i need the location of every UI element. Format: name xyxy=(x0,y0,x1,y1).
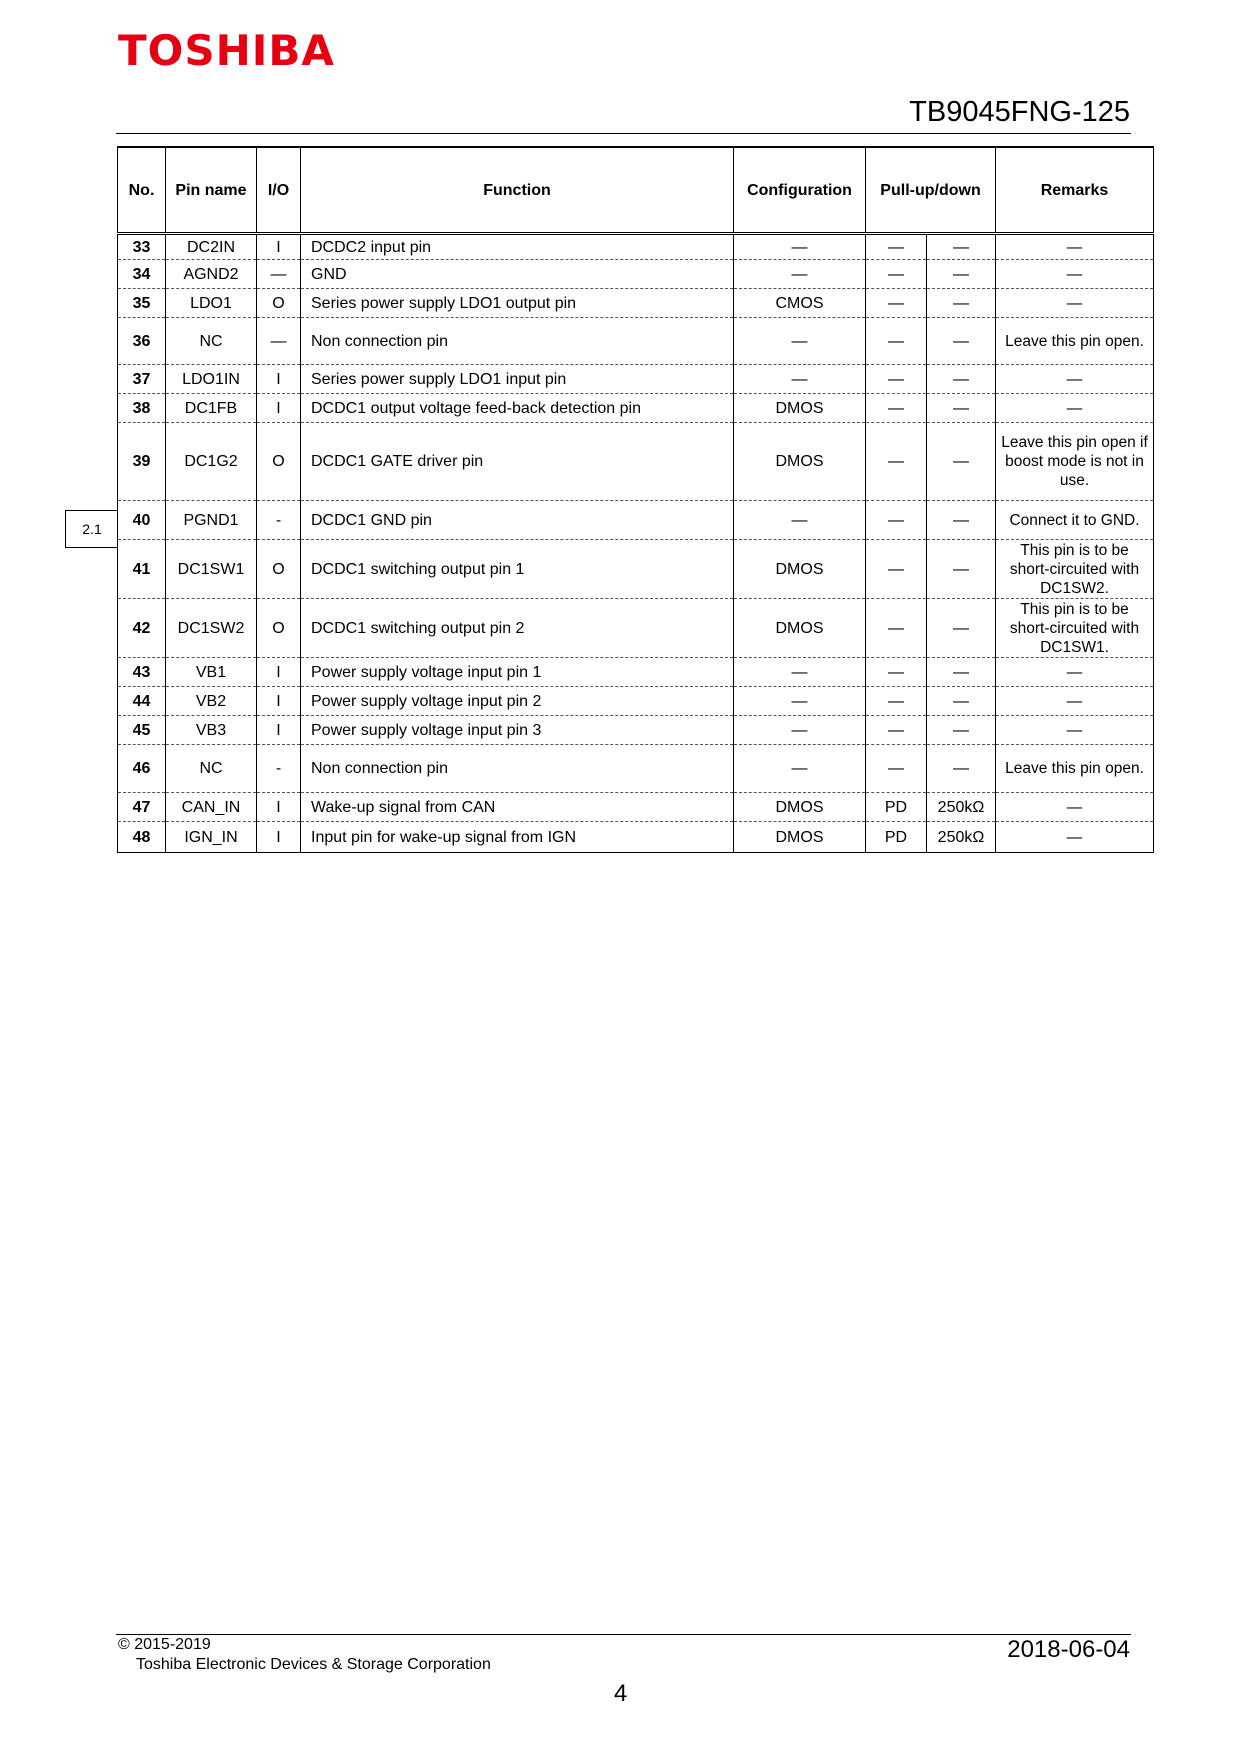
footer-divider xyxy=(116,1634,1131,1635)
pin-pull-type: — xyxy=(866,501,927,540)
pin-number: 42 xyxy=(118,599,166,658)
company-name: Toshiba Electronic Devices & Storage Corporation xyxy=(136,1656,491,1673)
pin-name: VB2 xyxy=(166,687,257,716)
pin-configuration: DMOS xyxy=(734,423,866,501)
pin-pull-type: — xyxy=(866,318,927,365)
pin-configuration: DMOS xyxy=(734,599,866,658)
pin-io: I xyxy=(257,716,301,745)
pin-configuration: — xyxy=(734,234,866,260)
pin-remarks: Connect it to GND. xyxy=(996,501,1154,540)
pin-function: Input pin for wake-up signal from IGN xyxy=(301,822,734,853)
pin-number: 45 xyxy=(118,716,166,745)
pin-pull-value: — xyxy=(927,289,996,318)
header-divider xyxy=(116,133,1131,134)
table-row xyxy=(118,318,1154,365)
pin-io: I xyxy=(257,687,301,716)
toshiba-logo: TOSHIBA xyxy=(118,26,335,75)
pin-io: O xyxy=(257,423,301,501)
pin-configuration: — xyxy=(734,501,866,540)
pin-pull-value: — xyxy=(927,745,996,793)
pin-pull-value: — xyxy=(927,318,996,365)
pin-pull-type: — xyxy=(866,365,927,394)
pin-io: O xyxy=(257,540,301,599)
pin-function-table xyxy=(117,146,1154,853)
pin-pull-type: — xyxy=(866,394,927,423)
pin-io: O xyxy=(257,599,301,658)
pin-configuration: — xyxy=(734,687,866,716)
pin-configuration: DMOS xyxy=(734,793,866,822)
pin-configuration: DMOS xyxy=(734,394,866,423)
table-row xyxy=(118,599,1154,658)
pin-name: NC xyxy=(166,318,257,365)
table-row xyxy=(118,716,1154,745)
pin-name: DC1SW2 xyxy=(166,599,257,658)
pin-pull-value: — xyxy=(927,658,996,687)
table-row xyxy=(118,540,1154,599)
pin-configuration: — xyxy=(734,365,866,394)
pin-pull-value: — xyxy=(927,365,996,394)
pin-name: LDO1 xyxy=(166,289,257,318)
pin-pull-type: PD xyxy=(866,793,927,822)
pin-function: DCDC2 input pin xyxy=(301,234,734,260)
table-header-row xyxy=(118,147,1154,234)
pin-io: - xyxy=(257,745,301,793)
pin-remarks: — xyxy=(996,394,1154,423)
pin-pull-value: — xyxy=(927,599,996,658)
pin-io: O xyxy=(257,289,301,318)
pin-configuration: CMOS xyxy=(734,289,866,318)
table-row xyxy=(118,234,1154,260)
document-title: TB9045FNG-125 xyxy=(909,96,1130,128)
table-row xyxy=(118,365,1154,394)
pin-name: DC2IN xyxy=(166,234,257,260)
pin-configuration: DMOS xyxy=(734,540,866,599)
pin-configuration: — xyxy=(734,745,866,793)
revision-change-marker: 2.1 xyxy=(65,510,118,548)
pin-pull-type: — xyxy=(866,658,927,687)
pin-pull-value: — xyxy=(927,394,996,423)
pin-configuration: — xyxy=(734,658,866,687)
pin-number: 37 xyxy=(118,365,166,394)
table-row xyxy=(118,658,1154,687)
pin-name: DC1SW1 xyxy=(166,540,257,599)
pin-pull-value: 250kΩ xyxy=(927,822,996,853)
pin-number: 46 xyxy=(118,745,166,793)
table-row xyxy=(118,423,1154,501)
table-row xyxy=(118,822,1154,853)
table-row xyxy=(118,289,1154,318)
pin-io: I xyxy=(257,365,301,394)
header-pin-name: Pin name xyxy=(166,147,257,234)
pin-io: I xyxy=(257,822,301,853)
pin-function: Power supply voltage input pin 3 xyxy=(301,716,734,745)
pin-function: Power supply voltage input pin 1 xyxy=(301,658,734,687)
pin-remarks: — xyxy=(996,822,1154,853)
pin-pull-type: PD xyxy=(866,822,927,853)
header-remarks: Remarks xyxy=(996,147,1154,234)
pin-number: 48 xyxy=(118,822,166,853)
pin-pull-value: 250kΩ xyxy=(927,793,996,822)
pin-name: DC1G2 xyxy=(166,423,257,501)
pin-function: GND xyxy=(301,260,734,289)
pin-pull-type: — xyxy=(866,289,927,318)
pin-remarks: — xyxy=(996,793,1154,822)
pin-name: LDO1IN xyxy=(166,365,257,394)
pin-pull-type: — xyxy=(866,540,927,599)
pin-pull-type: — xyxy=(866,687,927,716)
pin-number: 34 xyxy=(118,260,166,289)
pin-pull-type: — xyxy=(866,599,927,658)
pin-number: 38 xyxy=(118,394,166,423)
pin-name: NC xyxy=(166,745,257,793)
pin-remarks: — xyxy=(996,716,1154,745)
pin-pull-value: — xyxy=(927,423,996,501)
pin-function: DCDC1 switching output pin 1 xyxy=(301,540,734,599)
table-row xyxy=(118,260,1154,289)
pin-number: 47 xyxy=(118,793,166,822)
pin-function: DCDC1 GND pin xyxy=(301,501,734,540)
document-date: 2018-06-04 xyxy=(1007,1636,1130,1663)
pin-function: Non connection pin xyxy=(301,745,734,793)
header-configuration: Configuration xyxy=(734,147,866,234)
header-pull-up-down: Pull-up/down xyxy=(866,147,996,234)
pin-remarks: — xyxy=(996,658,1154,687)
pin-remarks: Leave this pin open. xyxy=(996,745,1154,793)
header-no: No. xyxy=(118,147,166,234)
pin-pull-value: — xyxy=(927,234,996,260)
pin-io: — xyxy=(257,260,301,289)
pin-function: Power supply voltage input pin 2 xyxy=(301,687,734,716)
pin-configuration: — xyxy=(734,716,866,745)
pin-remarks: — xyxy=(996,289,1154,318)
pin-io: I xyxy=(257,793,301,822)
pin-io: - xyxy=(257,501,301,540)
pin-name: VB3 xyxy=(166,716,257,745)
table-row xyxy=(118,501,1154,540)
pin-function: Wake-up signal from CAN xyxy=(301,793,734,822)
pin-remarks: — xyxy=(996,234,1154,260)
pin-function: Non connection pin xyxy=(301,318,734,365)
pin-remarks: This pin is to be short-circuited with DC1SW2. xyxy=(996,540,1154,599)
pin-name: DC1FB xyxy=(166,394,257,423)
pin-remarks: Leave this pin open. xyxy=(996,318,1154,365)
pin-pull-value: — xyxy=(927,540,996,599)
pin-io: — xyxy=(257,318,301,365)
pin-function: DCDC1 GATE driver pin xyxy=(301,423,734,501)
pin-io: I xyxy=(257,658,301,687)
pin-remarks: — xyxy=(996,260,1154,289)
page-number: 4 xyxy=(613,1680,628,1707)
pin-pull-value: — xyxy=(927,687,996,716)
pin-number: 41 xyxy=(118,540,166,599)
pin-remarks: — xyxy=(996,687,1154,716)
pin-number: 35 xyxy=(118,289,166,318)
pin-name: IGN_IN xyxy=(166,822,257,853)
pin-remarks: — xyxy=(996,365,1154,394)
table-row xyxy=(118,687,1154,716)
pin-io: I xyxy=(257,234,301,260)
pin-io: I xyxy=(257,394,301,423)
pin-function: DCDC1 switching output pin 2 xyxy=(301,599,734,658)
header-function: Function xyxy=(301,147,734,234)
pin-remarks: This pin is to be short-circuited with DC1SW1. xyxy=(996,599,1154,658)
pin-name: CAN_IN xyxy=(166,793,257,822)
pin-pull-value: — xyxy=(927,501,996,540)
pin-pull-type: — xyxy=(866,745,927,793)
table-row xyxy=(118,793,1154,822)
pin-pull-value: — xyxy=(927,716,996,745)
pin-name: VB1 xyxy=(166,658,257,687)
pin-number: 33 xyxy=(118,234,166,260)
pin-function: Series power supply LDO1 input pin xyxy=(301,365,734,394)
pin-pull-type: — xyxy=(866,423,927,501)
pin-number: 44 xyxy=(118,687,166,716)
pin-function: DCDC1 output voltage feed-back detection pin xyxy=(301,394,734,423)
pin-configuration: — xyxy=(734,318,866,365)
table-row xyxy=(118,745,1154,793)
header-io: I/O xyxy=(257,147,301,234)
copyright-notice: © 2015-2019 xyxy=(118,1636,211,1653)
pin-pull-type: — xyxy=(866,234,927,260)
pin-configuration: — xyxy=(734,260,866,289)
pin-number: 36 xyxy=(118,318,166,365)
pin-function: Series power supply LDO1 output pin xyxy=(301,289,734,318)
pin-number: 40 xyxy=(118,501,166,540)
pin-pull-value: — xyxy=(927,260,996,289)
pin-pull-type: — xyxy=(866,716,927,745)
pin-configuration: DMOS xyxy=(734,822,866,853)
pin-pull-type: — xyxy=(866,260,927,289)
pin-name: PGND1 xyxy=(166,501,257,540)
table-row xyxy=(118,394,1154,423)
pin-number: 43 xyxy=(118,658,166,687)
pin-number: 39 xyxy=(118,423,166,501)
pin-name: AGND2 xyxy=(166,260,257,289)
pin-remarks: Leave this pin open if boost mode is not in use. xyxy=(996,423,1154,501)
